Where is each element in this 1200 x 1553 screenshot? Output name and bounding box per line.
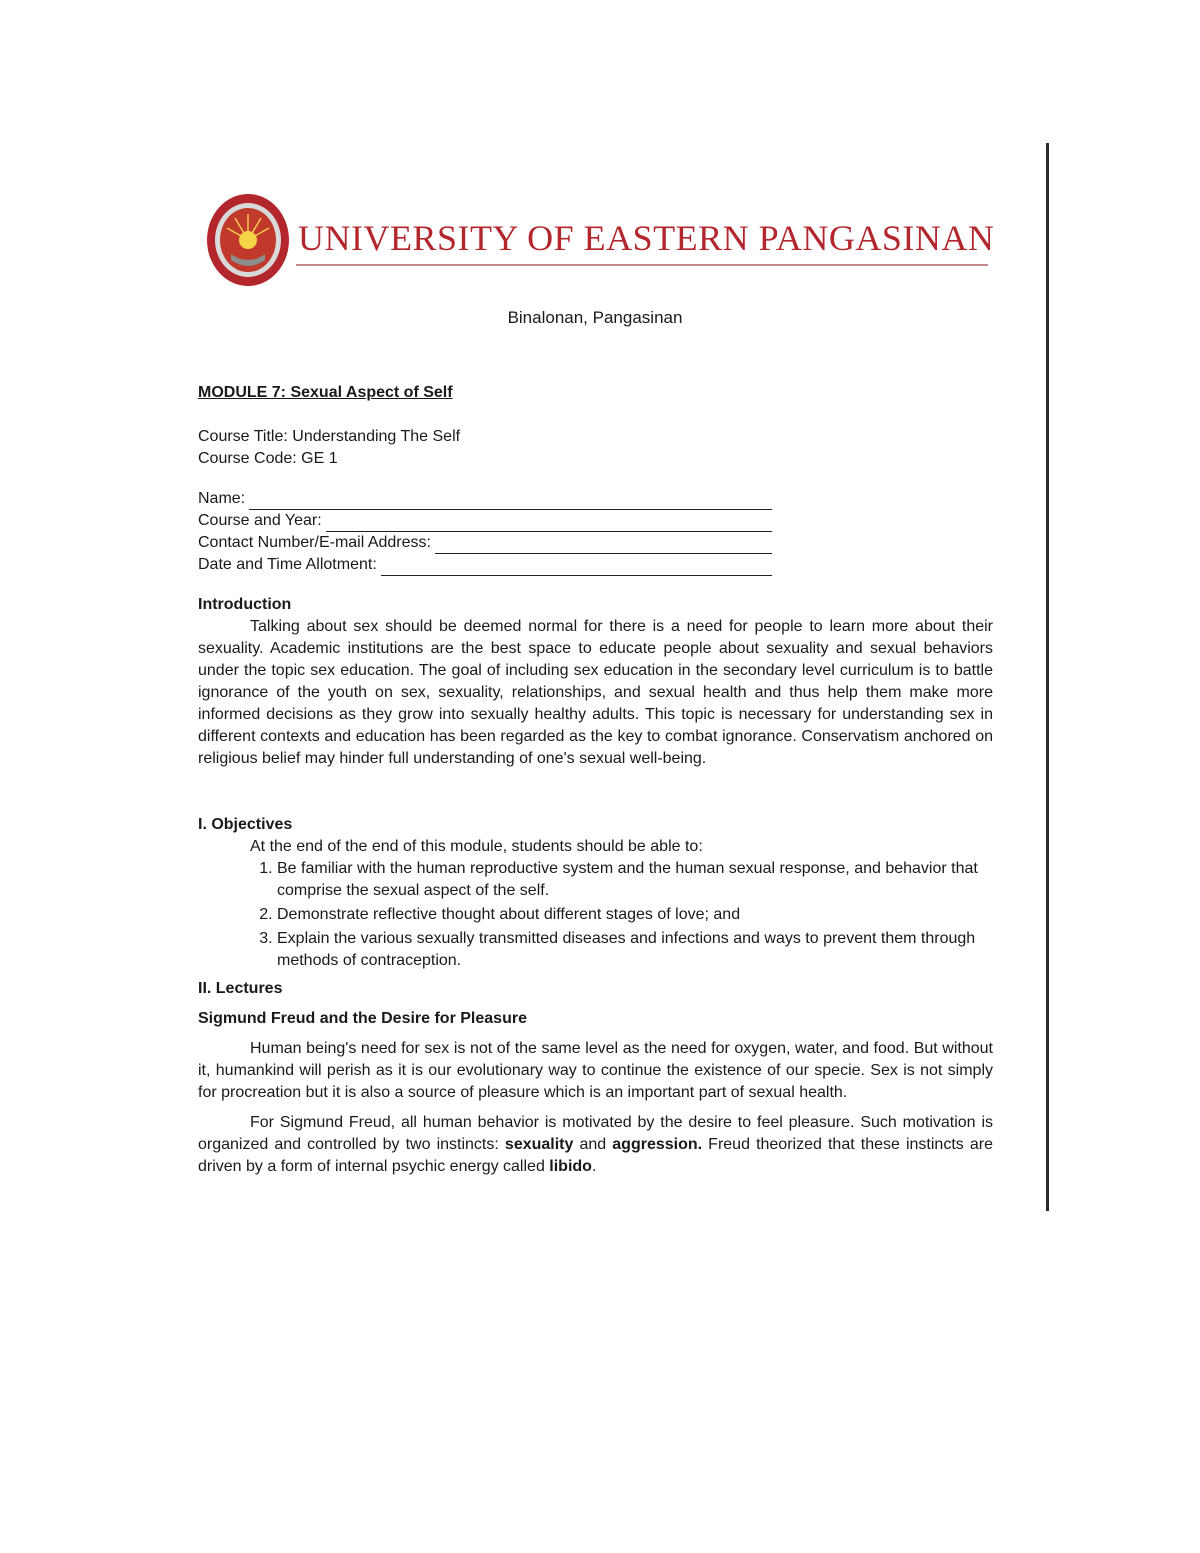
module-content [198, 380, 993, 1178]
bold-term-aggression: aggression. [612, 1136, 703, 1153]
objective-item: 1. Be familiar with the human reproductive system and the human sexual response, and behavior that comprise the sexual aspect of the self. [277, 858, 993, 902]
date-time-field[interactable] [198, 554, 772, 576]
field-blank[interactable] [435, 537, 772, 554]
text-run: and [573, 1136, 613, 1153]
field-label: Contact Number/E-mail Address: [198, 534, 431, 551]
objective-item: 2. Demonstrate reflective thought about different stages of love; and [277, 904, 993, 926]
lecture-paragraph-1: Human being's need for sex is not of the same level as the need for oxygen, water, and food. But without it, humankind will perish as it is our evolutionary way to continue the existence of our specie. Sex is not simply for procreation but it is also a source of pleasure which is an important part of sexual health. [198, 1040, 993, 1101]
bold-term-libido: libido [549, 1158, 592, 1175]
text-run: For Sigmund Freud, all human behavior is motivated by the desire to feel pleasure. Such motivation is organized and controlled by two instincts: [198, 1114, 993, 1153]
contact-field[interactable] [198, 532, 772, 554]
field-blank[interactable] [381, 559, 772, 576]
lectures-heading: II. Lectures [198, 980, 283, 997]
university-letterhead [200, 188, 995, 292]
objectives-lead: At the end of the end of this module, students should be able to: [250, 838, 703, 855]
introduction-heading: Introduction [198, 596, 292, 613]
text-run: . [591, 1158, 597, 1175]
bold-term-sexuality: sexuality [504, 1136, 574, 1153]
field-label: Name: [198, 490, 246, 507]
course-title: Course Title: Understanding The Self [198, 428, 461, 445]
course-year-field[interactable] [198, 510, 772, 532]
name-field[interactable] [198, 488, 772, 510]
text-run: Freud theorized that these instincts are driven by a form of internal psychic energy called [198, 1136, 993, 1175]
field-blank[interactable] [249, 493, 772, 510]
course-code: Course Code: GE 1 [198, 450, 338, 467]
objectives-list [198, 858, 993, 972]
lecture-subheading: Sigmund Freud and the Desire for Pleasure [198, 1010, 527, 1027]
student-info-fields [198, 488, 993, 576]
field-label: Date and Time Allotment: [198, 556, 377, 573]
module-title: MODULE 7: Sexual Aspect of Self [198, 384, 453, 401]
letterhead-divider [296, 264, 988, 266]
university-seal-icon [205, 192, 291, 288]
campus-location: Binalonan, Pangasinan [507, 308, 683, 327]
field-blank[interactable] [326, 515, 772, 532]
university-name: UNIVERSITY OF EASTERN PANGASINAN [298, 218, 995, 258]
lecture-paragraph-2 [198, 1112, 993, 1178]
page-margin-rule [1046, 143, 1049, 1211]
objectives-heading: I. Objectives [198, 816, 293, 833]
objective-item: 3. Explain the various sexually transmitted diseases and infections and ways to prevent them through methods of contraception. [277, 928, 993, 972]
field-label: Course and Year: [198, 512, 322, 529]
introduction-paragraph: Talking about sex should be deemed normal for there is a need for people to learn more about their sexuality. Academic institutions are the best space to educate people about sexuality and sexual behaviors under the topic sex education. The goal of including sex education in the secondary level curriculum is to battle ignorance of the youth on sex, sexuality, relationships, and sexual health and thus help them make more informed decisions as they grow into sexually healthy adults. This topic is necessary for understanding sex in different contexts and education has been regarded as the key to combat ignorance. Conservatism anchored on religious belief may hinder full understanding of one's sexual well-being. [198, 618, 993, 767]
